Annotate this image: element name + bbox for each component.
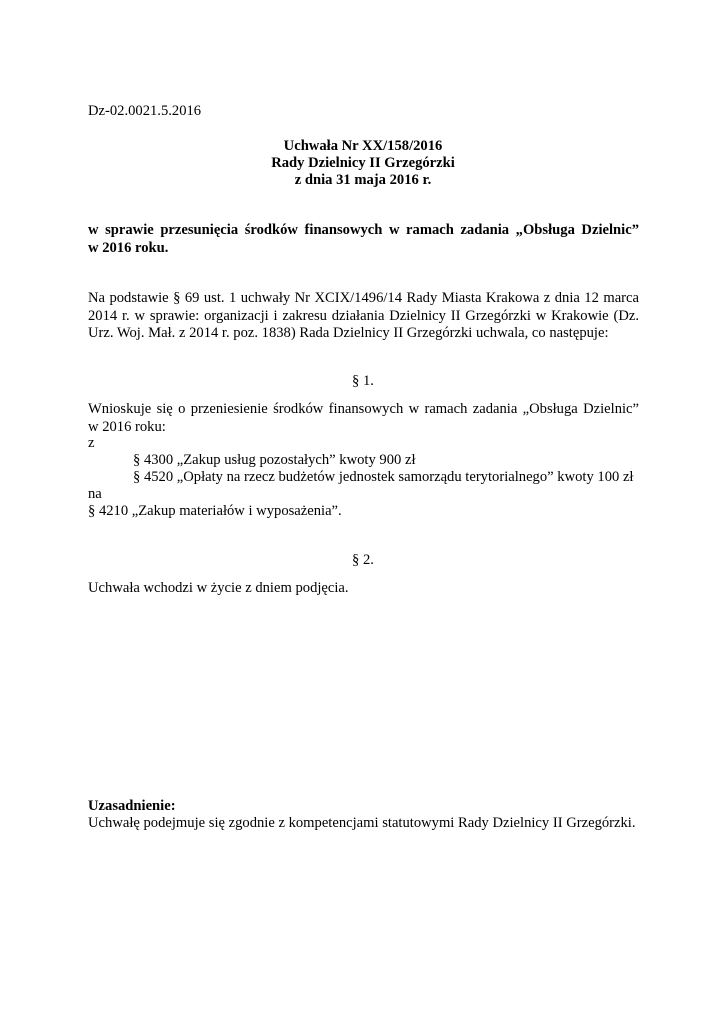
transfer-to-label: na xyxy=(88,486,102,502)
resolution-title-number: Uchwała Nr XX/158/2016 xyxy=(283,138,443,154)
section-2-heading: § 2. xyxy=(352,552,374,568)
section-1-line-2: w 2016 roku: xyxy=(88,418,166,435)
section-1-heading: § 1. xyxy=(352,373,374,389)
section-1-text xyxy=(88,401,639,436)
justification-heading: Uzasadnienie: xyxy=(88,798,176,814)
subject-line-2: w 2016 roku. xyxy=(88,239,169,256)
preamble xyxy=(88,290,639,343)
section-1-line-1: Wnioskuje się o przeniesienie środków finansowych w ramach zadania „Obsługa Dzielnic” xyxy=(88,401,639,417)
preamble-line-1: Na podstawie § 69 ust. 1 uchwały Nr XCIX/1496/14 Rady Miasta Krakowa z dnia 12 marca xyxy=(88,290,639,306)
resolution-subject xyxy=(88,222,639,257)
resolution-title-date: z dnia 31 maja 2016 r. xyxy=(294,172,432,188)
section-2-text: Uchwała wchodzi w życie z dniem podjęcia. xyxy=(88,580,349,596)
justification-text: Uchwałę podejmuje się zgodnie z kompetencjami statutowymi Rady Dzielnicy II Grzegórzki. xyxy=(88,815,636,831)
preamble-line-3: Urz. Woj. Mał. z 2014 r. poz. 1838) Rada Dzielnicy II Grzegórzki uchwala, co następuje: xyxy=(88,325,609,341)
preamble-line-2: 2014 r. w sprawie: organizacji i zakresu działania Dzielnicy II Grzegórzki w Krakowie (Dz. xyxy=(88,307,639,324)
transfer-from-item-4520: § 4520 „Opłaty na rzecz budżetów jednostek samorządu terytorialnego” kwoty 100 zł xyxy=(133,469,634,485)
transfer-from-item-4300: § 4300 „Zakup usług pozostałych” kwoty 900 zł xyxy=(133,452,416,468)
resolution-title-council: Rady Dzielnicy II Grzegórzki xyxy=(271,155,455,171)
transfer-to-item-4210: § 4210 „Zakup materiałów i wyposażenia”. xyxy=(88,503,342,519)
reference-number: Dz-02.0021.5.2016 xyxy=(88,103,202,119)
subject-line-1: w sprawie przesunięcia środków finansowych w ramach zadania „Obsługa Dzielnic” xyxy=(88,222,639,238)
transfer-from-label: z xyxy=(88,435,95,451)
